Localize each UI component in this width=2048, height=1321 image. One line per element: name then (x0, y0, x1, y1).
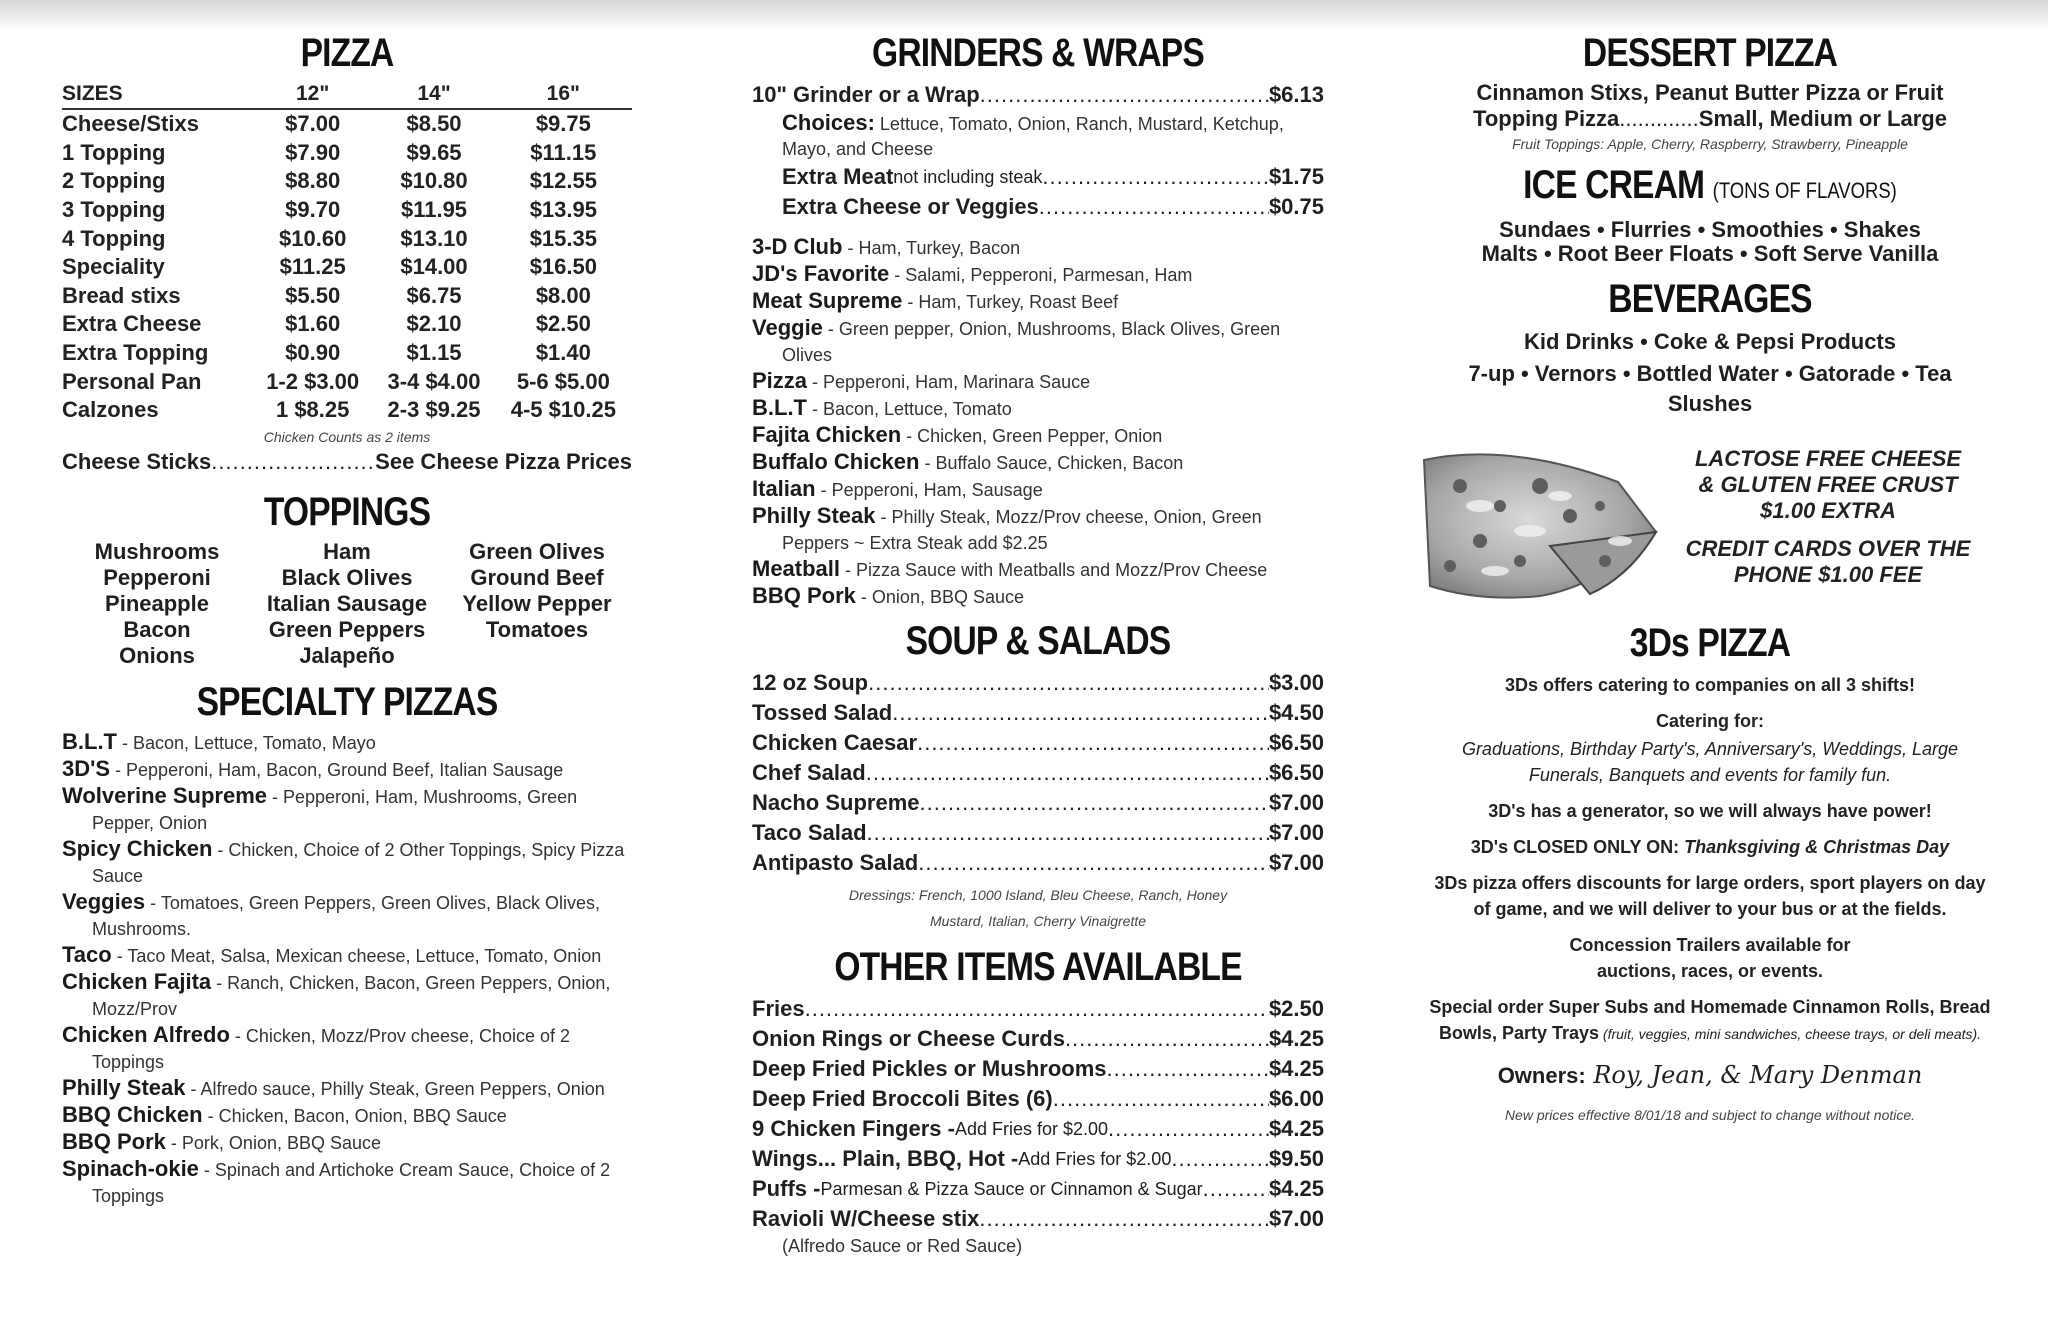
promo-line4: CREDIT CARDS OVER THE (1685, 536, 1971, 561)
item-description: - Green pepper, Onion, Mushrooms, Black Olives, Green Olives (782, 319, 1281, 365)
pizza-table-header (62, 80, 632, 109)
item-name: B.L.T (752, 395, 807, 420)
topping-item: Yellow Pepper (462, 590, 612, 616)
price-cell: $9.75 (535, 111, 591, 137)
size-label: Extra Topping (62, 340, 209, 366)
menu-item (62, 889, 632, 942)
price-cell: 1 $8.25 (275, 397, 350, 423)
item-name: BBQ Pork (62, 1128, 166, 1154)
beverages-line1: Kid Drinks • Coke & Pepsi Products (1523, 329, 1896, 354)
item-name: Chicken Fajita (62, 968, 212, 994)
menu-item (62, 729, 632, 756)
item-name: Meat Supreme (752, 288, 903, 313)
price-cell: $9.70 (285, 197, 341, 223)
price-cell: 3-4 $4.00 (387, 368, 481, 394)
menu-item (752, 234, 1324, 261)
item-description: - Spinach and Artichoke Cream Sauce, Choice of 2 Toppings (92, 1159, 611, 1206)
column-dessert (1420, 26, 2000, 1123)
dessert-heading: DESSERT PIZZA (1582, 31, 1838, 75)
dressings-note: Dressings: French, 1000 Island, Bleu Cheese, Ranch, Honey Mustard, Italian, Cherry Vinaigrette (848, 887, 1228, 929)
item-name: JD's Favorite (752, 261, 890, 286)
leader-dots (211, 447, 375, 477)
grinder-choices (752, 110, 1324, 162)
item-description: - Philly Steak, Mozz/Prov cheese, Onion, Green Peppers ~ Extra Steak add $2.25 (782, 507, 1262, 553)
leader-dots (1053, 1084, 1269, 1114)
menu-item (752, 476, 1324, 503)
item-name: Buffalo Chicken (752, 449, 920, 474)
item-description: - Bacon, Lettuce, Tomato, Mayo (117, 732, 376, 753)
item-name: Philly Steak (752, 503, 876, 528)
owners-names: Roy, Jean, & Mary Denman (1585, 1061, 1923, 1089)
extra-cheese-label: Extra Cheese or Veggies (782, 194, 1039, 219)
leader-dots (866, 758, 1269, 788)
menu-item (752, 583, 1324, 610)
item-description: - Taco Meat, Salsa, Mexican cheese, Lettuce, Tomato, Onion (111, 945, 602, 966)
pizza-table-body (62, 109, 632, 425)
price-cell: $1.15 (406, 340, 462, 366)
header-16: 16" (495, 80, 632, 109)
header-12: 12" (252, 80, 373, 109)
size-label: Calzones (62, 397, 159, 423)
pizza-price-row (62, 282, 632, 311)
special-order-line (1420, 994, 2000, 1047)
menu-item (752, 261, 1324, 288)
menu-item (62, 1129, 632, 1156)
price-cell: $13.10 (400, 225, 468, 251)
price-cell: $8.50 (406, 111, 462, 137)
menu-item (62, 1156, 632, 1209)
item-price: $2.50 (1268, 996, 1324, 1021)
specialty-heading: SPECIALTY PIZZAS (196, 679, 498, 724)
item-description: - Pepperoni, Ham, Mushrooms, Green Pepper, Onion (92, 786, 578, 833)
priced-item (752, 1054, 1324, 1084)
priced-item (752, 758, 1324, 788)
item-name: Veggie (752, 315, 823, 340)
price-cell: $12.55 (529, 168, 597, 194)
column-pizza (62, 26, 632, 1209)
size-label: 1 Topping (62, 139, 166, 165)
priced-item (752, 994, 1324, 1024)
promo-line5: PHONE $1.00 FEE (1733, 562, 1923, 587)
item-price: $4.25 (1268, 1116, 1324, 1141)
item-description: - Tomatoes, Green Peppers, Green Olives, Black Olives, Mushrooms. (92, 892, 601, 939)
pizza-slice-image (1420, 436, 1660, 604)
toppings-grid (62, 539, 632, 669)
leader-dots (868, 668, 1269, 698)
special-order-note: (fruit, veggies, mini sandwiches, cheese trays, or deli meats). (1599, 1026, 1982, 1042)
grinder-main-line (752, 80, 1324, 110)
item-name: BBQ Chicken (62, 1101, 203, 1127)
grinder-list (752, 234, 1324, 610)
menu-item (62, 1075, 632, 1102)
item-description: - Pepperoni, Ham, Marinara Sauce (807, 372, 1091, 392)
item-price: $6.00 (1268, 1086, 1324, 1111)
price-cell: $5.50 (285, 282, 341, 308)
icecream-subtitle: (TONS OF FLAVORS) (1712, 178, 1897, 203)
leader-dots (805, 994, 1269, 1024)
item-name: Nacho Supreme (752, 790, 920, 815)
icecream-heading (1466, 162, 1953, 214)
soup-list (752, 668, 1324, 878)
leader-dots (1171, 1144, 1269, 1174)
item-price: $4.50 (1268, 700, 1324, 725)
topping-item: Pepperoni (103, 564, 211, 590)
menu-item (752, 422, 1324, 449)
extra-meat-line (752, 162, 1324, 192)
owners-label: Owners: (1497, 1063, 1586, 1088)
leader-dots (1039, 192, 1269, 222)
priced-item (752, 1024, 1324, 1054)
promo-line2: & GLUTEN FREE CRUST (1698, 472, 1958, 497)
events-line: Graduations, Birthday Party's, Anniversary's, Weddings, Large Funerals, Banquets and events for family fun. (1461, 739, 1959, 785)
price-cell: $9.65 (406, 139, 462, 165)
priced-item (752, 728, 1324, 758)
beverages-heading: BEVERAGES (1608, 277, 1812, 321)
topping-item (442, 643, 632, 669)
closed-line (1420, 834, 2000, 860)
price-cell: $7.00 (285, 111, 341, 137)
size-label: Personal Pan (62, 368, 202, 394)
column-grinders (752, 26, 1324, 1259)
item-price: $6.50 (1268, 730, 1324, 755)
price-cell: $8.00 (535, 282, 591, 308)
price-cell: $6.75 (406, 282, 462, 308)
item-name: Deep Fried Broccoli Bites (6) (752, 1086, 1053, 1111)
menu-item (62, 836, 632, 889)
other-list (752, 994, 1324, 1234)
priced-item (752, 1114, 1324, 1144)
pizza-price-row (62, 396, 632, 425)
extra-meat-label: Extra Meat (782, 164, 894, 189)
item-name: Antipasto Salad (752, 850, 919, 875)
item-name: Fajita Chicken (752, 422, 902, 447)
price-footer: New prices effective 8/01/18 and subject to change without notice. (1504, 1107, 1916, 1123)
about-section (1420, 616, 2000, 1125)
item-description: - Pork, Onion, BBQ Sauce (165, 1132, 382, 1153)
cheese-sticks-value: See Cheese Pizza Prices (375, 448, 632, 474)
leader-dots (1065, 1024, 1269, 1054)
discounts-line: 3Ds pizza offers discounts for large orders, sport players on day of game, and we will deliver to your bus or at the fields. (1434, 873, 1986, 919)
price-cell: $15.35 (529, 225, 597, 251)
pizza-heading: PIZZA (300, 31, 394, 75)
price-cell: $2.50 (535, 311, 591, 337)
item-note: Parmesan & Pizza Sauce or Cinnamon & Sugar (820, 1179, 1203, 1199)
menu-item (62, 783, 632, 836)
topping-item: Jalapeño (299, 642, 395, 668)
menu-item (62, 969, 632, 1022)
item-name: Chef Salad (752, 760, 866, 785)
price-cell: 2-3 $9.25 (387, 397, 481, 423)
grinders-heading: GRINDERS & WRAPS (872, 31, 1204, 75)
item-name: Chicken Alfredo (62, 1021, 230, 1047)
priced-item (752, 668, 1324, 698)
item-name: Philly Steak (62, 1074, 186, 1100)
priced-item (752, 848, 1324, 878)
item-description: - Chicken, Bacon, Onion, BBQ Sauce (202, 1105, 507, 1126)
price-cell: 4-5 $10.25 (510, 397, 616, 423)
leader-dots (1203, 1174, 1269, 1204)
price-cell: $8.80 (285, 168, 341, 194)
catering-for: Catering for: (1656, 711, 1764, 731)
price-cell: $2.10 (406, 311, 462, 337)
item-name: Chicken Caesar (752, 730, 918, 755)
leader-dots (917, 728, 1269, 758)
priced-item (752, 1084, 1324, 1114)
item-name: Ravioli W/Cheese stix (752, 1206, 980, 1231)
topping-item: Italian Sausage (266, 590, 428, 616)
item-description: - Chicken, Green Pepper, Onion (901, 426, 1163, 446)
item-description: - Pepperoni, Ham, Sausage (815, 480, 1043, 500)
menu-item (62, 942, 632, 969)
leader-dots (920, 788, 1269, 818)
leader-dots (1108, 1114, 1269, 1144)
topping-item: Green Olives (469, 538, 605, 564)
dessert-line1: Cinnamon Stixs, Peanut Butter Pizza or Fruit (1476, 80, 1944, 105)
price-cell: $1.40 (535, 340, 591, 366)
icecream-line2: Malts • Root Beer Floats • Soft Serve Vanilla (1481, 241, 1939, 266)
item-name: Spicy Chicken (62, 835, 213, 861)
menu-item (752, 449, 1324, 476)
size-label: 3 Topping (62, 197, 166, 223)
item-price: $4.25 (1268, 1176, 1324, 1201)
dessert-line2-label: Topping Pizza (1473, 106, 1620, 131)
price-cell: $10.80 (400, 168, 468, 194)
item-name: 3-D Club (752, 234, 843, 259)
item-description: - Bacon, Lettuce, Tomato (807, 399, 1012, 419)
about-heading: 3Ds PIZZA (1629, 621, 1791, 665)
item-name: Spinach-okie (62, 1155, 199, 1181)
size-label: Extra Cheese (62, 311, 202, 337)
closed-days: Thanksgiving & Christmas Day (1679, 837, 1950, 857)
concession-line: Concession Trailers available for auctions, races, or events. (1569, 935, 1851, 981)
extra-cheese-line (752, 192, 1324, 222)
priced-item (752, 1144, 1324, 1174)
menu-item (62, 756, 632, 783)
item-price: $6.50 (1268, 760, 1324, 785)
leader-dots (867, 818, 1269, 848)
priced-item (752, 788, 1324, 818)
price-cell: 5-6 $5.00 (516, 368, 610, 394)
pizza-price-row (62, 167, 632, 196)
item-name: Veggies (62, 888, 146, 914)
icecream-title: ICE CREAM (1523, 163, 1705, 207)
cheese-sticks-label: Cheese Sticks (62, 448, 212, 474)
item-name: Onion Rings or Cheese Curds (752, 1026, 1065, 1051)
closed-label: 3D's CLOSED ONLY ON: (1470, 837, 1680, 857)
leader-dots (918, 848, 1269, 878)
priced-item (752, 1204, 1324, 1234)
item-description: - Chicken, Choice of 2 Other Toppings, Spicy Pizza Sauce (92, 839, 625, 886)
priced-item (752, 698, 1324, 728)
item-description: - Pizza Sauce with Meatballs and Mozz/Prov Cheese (840, 560, 1268, 580)
menu-item (752, 315, 1324, 368)
catering-line: 3Ds offers catering to companies on all 3 shifts! (1504, 675, 1916, 695)
menu-item (62, 1022, 632, 1075)
item-price: $3.00 (1268, 670, 1324, 695)
ravioli-sub: (Alfredo Sauce or Red Sauce) (782, 1236, 1023, 1256)
menu-item (752, 503, 1324, 556)
item-description: - Ranch, Chicken, Bacon, Green Peppers, Onion, Mozz/Prov (92, 972, 611, 1019)
pizza-price-row (62, 224, 632, 253)
item-price: $7.00 (1268, 790, 1324, 815)
extra-cheese-price: $0.75 (1268, 194, 1324, 219)
header-14: 14" (373, 80, 494, 109)
item-name: Meatball (752, 556, 841, 581)
pizza-price-row (62, 367, 632, 396)
menu-item (752, 288, 1324, 315)
item-name: 12 oz Soup (752, 670, 869, 695)
pizza-price-table (62, 80, 632, 425)
leader-dots (1107, 1054, 1269, 1084)
item-description: - Alfredo sauce, Philly Steak, Green Peppers, Onion (185, 1078, 605, 1099)
item-description: - Buffalo Sauce, Chicken, Bacon (919, 453, 1184, 473)
size-label: Bread stixs (62, 282, 181, 308)
price-cell: $0.90 (285, 340, 341, 366)
choices-label: Choices: (782, 110, 875, 135)
topping-item: Green Peppers (268, 616, 426, 642)
price-cell: $10.60 (279, 225, 347, 251)
topping-item: Tomatoes (485, 616, 589, 642)
item-name: Taco Salad (752, 820, 867, 845)
menu-item (752, 556, 1324, 583)
choices-text: Lettuce, Tomato, Onion, Ranch, Mustard, Ketchup, Mayo, and Cheese (782, 114, 1284, 159)
topping-item: Bacon (123, 616, 191, 642)
menu-item (752, 395, 1324, 422)
promo-text (1656, 446, 2000, 588)
chicken-note: Chicken Counts as 2 items (263, 428, 431, 445)
item-name: 9 Chicken Fingers - (752, 1116, 955, 1141)
price-cell: $11.25 (279, 254, 346, 280)
pizza-price-row (62, 109, 632, 139)
item-price: $7.00 (1268, 820, 1324, 845)
size-label: 2 Topping (62, 168, 166, 194)
item-name: Pizza (752, 368, 808, 393)
item-name: Taco (62, 941, 112, 967)
price-cell: $16.50 (529, 254, 597, 280)
other-heading: OTHER ITEMS AVAILABLE (834, 945, 1242, 989)
beverages-line2: 7-up • Vernors • Bottled Water • Gatorade • Tea (1468, 361, 1952, 386)
promo-line3: $1.00 EXTRA (1760, 498, 1896, 523)
item-price: $7.00 (1268, 1206, 1324, 1231)
fruit-toppings-note: Fruit Toppings: Apple, Cherry, Raspberry, Strawberry, Pineapple (1512, 136, 1908, 152)
header-sizes: SIZES (62, 80, 252, 109)
item-price: $9.50 (1268, 1146, 1324, 1171)
pizza-price-row (62, 139, 632, 168)
size-label: Cheese/Stixs (62, 111, 199, 137)
item-price: $7.00 (1268, 850, 1324, 875)
item-name: Deep Fried Pickles or Mushrooms (752, 1056, 1107, 1081)
generator-line: 3D's has a generator, so we will always have power! (1488, 801, 1932, 821)
promo-line1: LACTOSE FREE CHEESE (1694, 446, 1962, 471)
special-order-text: Special order Super Subs and Homemade Cinnamon Rolls, Bread Bowls, Party Trays (1429, 997, 1991, 1043)
price-cell: $1.60 (285, 311, 341, 337)
grinder-main-label: 10" Grinder or a Wrap (752, 82, 980, 107)
cheese-sticks-line (62, 447, 632, 477)
pizza-price-row (62, 310, 632, 339)
item-name: B.L.T (62, 728, 117, 754)
price-cell: $14.00 (400, 254, 468, 280)
leader-dots (892, 698, 1269, 728)
item-description: - Ham, Turkey, Bacon (842, 238, 1021, 258)
menu-item (752, 368, 1324, 395)
topping-item: Onions (119, 642, 195, 668)
item-name: Wings... Plain, BBQ, Hot - (752, 1146, 1019, 1171)
item-price: $4.25 (1268, 1056, 1324, 1081)
owners-line (1420, 1061, 2000, 1089)
price-cell: $13.95 (529, 197, 597, 223)
item-note: Add Fries for $2.00 (1018, 1149, 1172, 1169)
item-name: Tossed Salad (752, 700, 893, 725)
specialty-list (62, 729, 632, 1209)
soups-heading: SOUP & SALADS (905, 619, 1171, 663)
toppings-heading: TOPPINGS (263, 489, 431, 534)
item-description: - Ham, Turkey, Roast Beef (902, 292, 1119, 312)
priced-item (752, 818, 1324, 848)
price-cell: $7.90 (285, 139, 341, 165)
item-name: Puffs - (752, 1176, 821, 1201)
leader-dots (1042, 162, 1269, 192)
topping-item: Ham (323, 538, 371, 564)
icecream-line1: Sundaes • Flurries • Smoothies • Shakes (1499, 217, 1921, 242)
topping-item: Pineapple (105, 590, 209, 616)
item-price: $4.25 (1268, 1026, 1324, 1051)
item-description: - Onion, BBQ Sauce (855, 587, 1025, 607)
leader-dots (980, 80, 1269, 110)
extra-meat-price: $1.75 (1268, 164, 1324, 189)
item-description: - Pepperoni, Ham, Bacon, Ground Beef, Italian Sausage (110, 759, 564, 780)
pizza-price-row (62, 196, 632, 225)
item-note: Add Fries for $2.00 (954, 1119, 1109, 1139)
item-description: - Chicken, Mozz/Prov cheese, Choice of 2 Toppings (92, 1025, 571, 1072)
menu-item (62, 1102, 632, 1129)
item-name: Italian (752, 476, 816, 501)
topping-item: Black Olives (281, 564, 413, 590)
item-name: Fries (752, 996, 805, 1021)
beverages-line3: Slushes (1667, 391, 1753, 416)
topping-item: Mushrooms (94, 538, 220, 564)
size-label: Speciality (62, 254, 165, 280)
dessert-line2-value: Small, Medium or Large (1698, 106, 1947, 131)
price-cell: $11.15 (530, 139, 597, 165)
topping-item: Ground Beef (470, 564, 604, 590)
item-name: Wolverine Supreme (62, 782, 267, 808)
pizza-price-row (62, 339, 632, 368)
item-description: - Salami, Pepperoni, Parmesan, Ham (889, 265, 1193, 285)
dessert-line2: Topping Pizza.............Small, Medium or Large (1473, 106, 1947, 131)
price-cell: 1-2 $3.00 (266, 368, 360, 394)
extra-meat-note: not including steak (893, 167, 1043, 187)
item-name: BBQ Pork (752, 583, 856, 608)
pizza-price-row (62, 253, 632, 282)
size-label: 4 Topping (62, 225, 166, 251)
leader-dots (979, 1204, 1269, 1234)
priced-item (752, 1174, 1324, 1204)
item-name: 3D'S (62, 755, 111, 781)
grinder-main-price: $6.13 (1268, 82, 1324, 107)
price-cell: $11.95 (400, 197, 468, 223)
